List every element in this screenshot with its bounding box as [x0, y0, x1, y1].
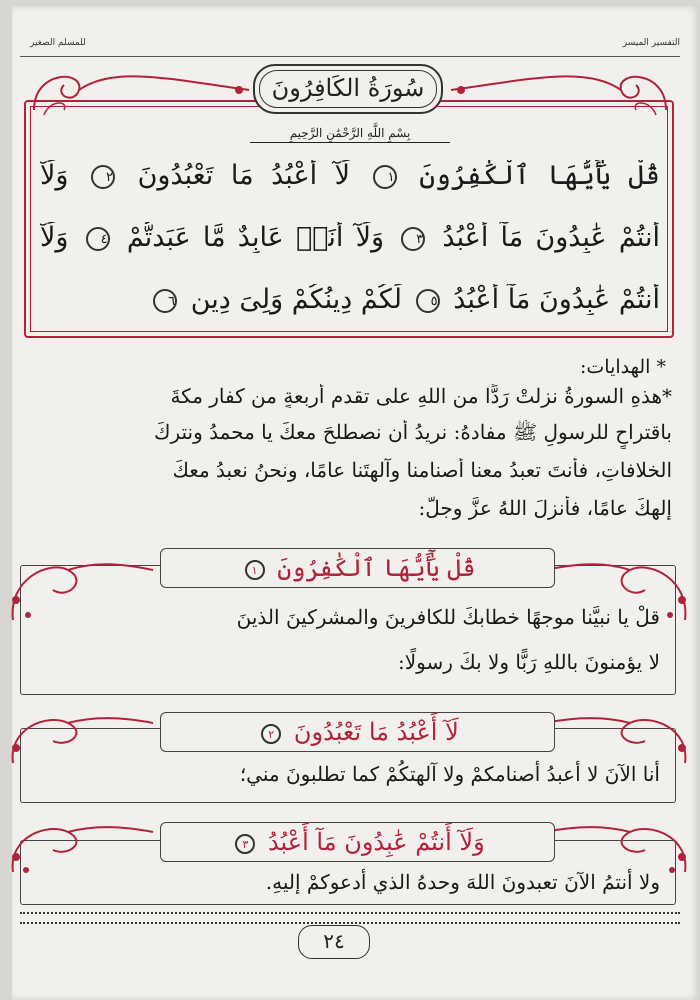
- guidance-line-1: *هذهِ السورةُ نزلتْ رَدًّا من اللهِ على تقدمِ أربعةٍ من كفارِ مكةَ: [170, 384, 672, 408]
- card-ornament-left: [8, 812, 158, 882]
- card-ornament-left: [8, 540, 158, 630]
- guidance-line-2: باقتراحٍ للرسولِ ﷺ مفادهُ: نريدُ أن نصطلحَ معكَ يا محمدُ ونتركَ: [153, 420, 672, 444]
- verse-number-marker: ٥: [416, 289, 440, 313]
- guidance-line-4: إلهكَ عامًا، فأنزلَ اللهُ عزَّ وجلَّ:: [418, 496, 672, 520]
- tafsir-line: أنا الآنَ لا أعبدُ أصنامكمْ ولا آلهتكُمْ كما تطلبونَ مني؛: [239, 762, 660, 786]
- verse-line-3: [40, 284, 660, 315]
- tafsir-line: قلْ يا نبيَّنا موجهًا خطابكَ للكافرينَ والمشركينَ الذينَ: [236, 605, 660, 629]
- tafsir-line: لا يؤمنونَ باللهِ رَبًّا ولا بكَ رسولًا:: [397, 650, 660, 674]
- verse-number-marker: ٤: [86, 227, 110, 251]
- verse-text: وَلَآ أَنتُمْ عَٰبِدُونَ مَآ أَعْبُدُ: [267, 828, 485, 856]
- running-head-rule: [20, 56, 680, 57]
- verse-number-marker: ٢: [261, 724, 281, 744]
- verse-banner-1: [160, 548, 555, 588]
- basmala: بِسْمِ اللَّهِ الرَّحْمَٰنِ الرَّحِيمِ: [289, 126, 411, 140]
- running-head-right: التفسير الميسر: [622, 38, 680, 48]
- verse-text: أَنتُمْ عَٰبِدُونَ مَآ أَعْبُدُ: [442, 222, 660, 253]
- tafsir-line: ولا أنتمُ الآنَ تعبدونَ اللهَ وحدهُ الذي أدعوكمْ إليهِ.: [265, 870, 660, 894]
- corner-ornament-top-right: [446, 60, 676, 120]
- verse-number-marker: ١: [245, 560, 265, 580]
- basmala-rule: [250, 142, 450, 143]
- verse-text: لَكُمْ دِينُكُمْ وَلِىَ دِينِ: [190, 284, 402, 315]
- verse-text: لَآ أَعْبُدُ مَا تَعْبُدُونَ: [293, 718, 459, 746]
- verse-line-2: [40, 222, 660, 253]
- running-head: [30, 38, 680, 52]
- verse-number-marker: ٢: [91, 165, 115, 189]
- page-number: ٢٤: [298, 925, 370, 959]
- card-ornament-left: [8, 703, 158, 773]
- verse-text: وَلَآ: [40, 222, 69, 253]
- verse-text: وَلَآ: [40, 160, 69, 191]
- verse-text: قُلْ يَٰٓأَيُّهَا ٱلْكَٰفِرُونَ: [419, 160, 660, 191]
- guidance-line-3: الخلافاتِ، فأنتَ تعبدُ معنا أصنامنا وآلهتَنا عامًا، ونحنُ نعبدُ معكَ: [172, 458, 672, 482]
- verse-number-marker: ٦: [153, 289, 177, 313]
- verse-number-marker: ٣: [401, 227, 425, 251]
- verse-number-marker: ٣: [235, 834, 255, 854]
- verse-text: أَنتُمْ عَٰبِدُونَ مَآ أَعْبُدُ: [453, 284, 660, 315]
- footer-rule: [20, 912, 680, 924]
- verse-number-marker: ١: [373, 165, 397, 189]
- verse-text: قُلْ يَٰٓأَيُّهَا ٱلْكَٰفِرُونَ: [277, 554, 476, 582]
- verse-line-1: [40, 160, 660, 191]
- verse-banner-2: [160, 712, 555, 752]
- running-head-left: للمسلم الصغير: [30, 38, 86, 48]
- verse-text: لَآ أَعْبُدُ مَا تَعْبُدُونَ: [137, 160, 351, 191]
- surah-title: سُورَةُ الكَافِرُونَ: [253, 64, 443, 114]
- corner-ornament-top-left: [24, 60, 254, 120]
- verse-banner-3: [160, 822, 555, 862]
- guidance-heading: * الهدايات:: [580, 356, 666, 378]
- verse-text: وَلَآ أَنَا۠ عَابِدٌ مَّا عَبَدتُّمْ: [126, 222, 385, 253]
